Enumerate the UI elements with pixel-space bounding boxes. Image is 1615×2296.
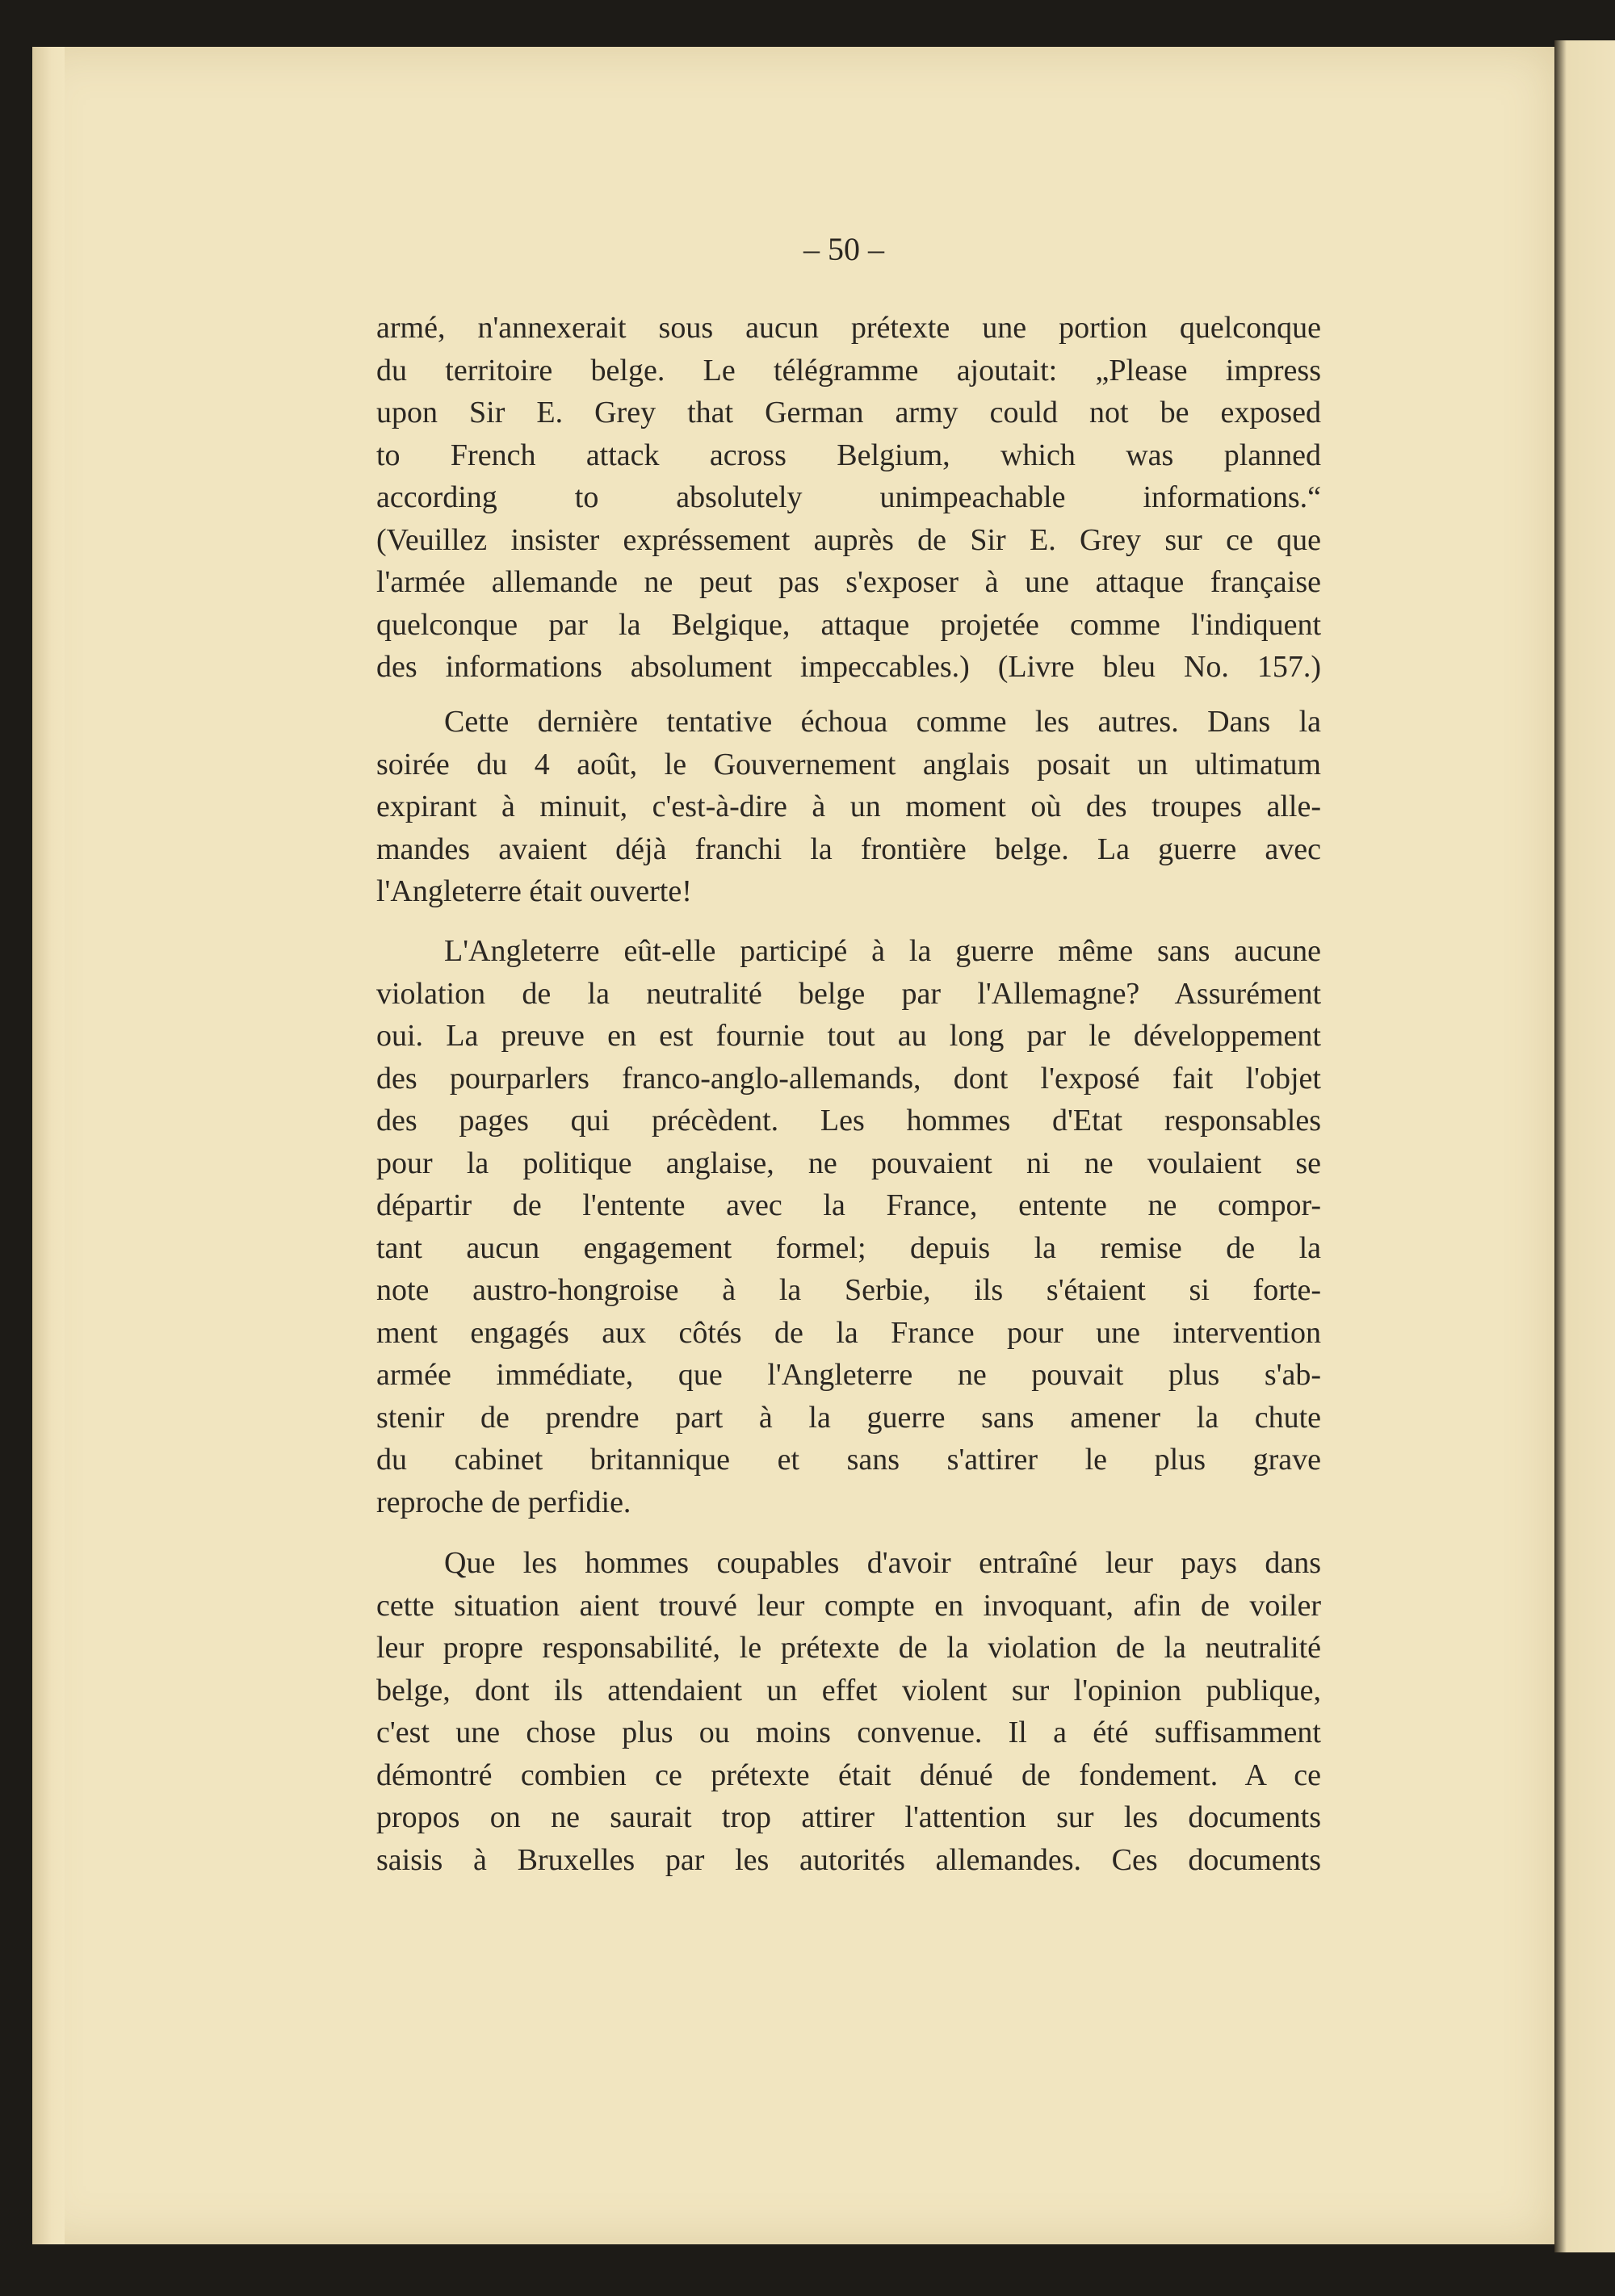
text-line: leur propre responsabilité, le prétexte de la violation de la neutralité xyxy=(376,1631,1321,1665)
text-line: armé, n'annexerait sous aucun prétexte une portion quelconque xyxy=(376,311,1321,345)
text-line: propos on ne saurait trop attirer l'attention sur les documents xyxy=(376,1800,1321,1834)
text-line: des informations absolument impeccables.) (Livre bleu No. 157.) xyxy=(376,650,1321,684)
text-line: expirant à minuit, c'est-à-dire à un moment où des troupes alle- xyxy=(376,790,1321,823)
text-line: armée immédiate, que l'Angleterre ne pouvait plus s'ab- xyxy=(376,1358,1321,1392)
text-line: des pourparlers franco-anglo-allemands, dont l'exposé fait l'objet xyxy=(376,1061,1321,1096)
text-line: Cette dernière tentative échoua comme les autres. Dans la xyxy=(444,705,1321,739)
text-line: du territoire belge. Le télégramme ajoutait: „Please impress xyxy=(376,353,1321,388)
adjacent-page-edge xyxy=(1554,40,1615,2252)
text-line: tant aucun engagement formel; depuis la remise de la xyxy=(376,1230,1321,1265)
text-line: to French attack across Belgium, which was planned xyxy=(376,438,1321,472)
text-line: violation de la neutralité belge par l'Allemagne? Assurément xyxy=(376,976,1321,1011)
text-line: des pages qui précèdent. Les hommes d'Etat responsables xyxy=(376,1104,1321,1138)
text-line: mandes avaient déjà franchi la frontière belge. La guerre avec xyxy=(376,832,1321,866)
text-line: belge, dont ils attendaient un effet violent sur l'opinion publique, xyxy=(376,1673,1321,1707)
page-number: – 50 – xyxy=(803,231,884,267)
text-line: du cabinet britannique et sans s'attirer le plus grave xyxy=(376,1443,1321,1477)
text-line: l'Angleterre était ouverte! xyxy=(376,874,692,908)
text-line: (Veuillez insister expréssement auprès de Sir E. Grey sur ce que xyxy=(376,522,1321,557)
text-line: ment engagés aux côtés de la France pour une intervention xyxy=(376,1315,1321,1350)
text-line: note austro-hongroise à la Serbie, ils s'étaient si forte- xyxy=(376,1273,1321,1307)
paragraph-2 xyxy=(376,701,1321,913)
text-line: Que les hommes coupables d'avoir entraîné leur pays dans xyxy=(444,1546,1321,1580)
text-line: upon Sir E. Grey that German army could not be exposed xyxy=(376,396,1321,429)
paragraph-4 xyxy=(376,1542,1321,1881)
text-line: saisis à Bruxelles par les autorités allemandes. Ces documents xyxy=(376,1842,1321,1877)
text-line: reproche de perfidie. xyxy=(376,1485,631,1519)
text-line: stenir de prendre part à la guerre sans amener la chute xyxy=(376,1400,1321,1435)
text-line: départir de l'entente avec la France, entente ne compor- xyxy=(376,1188,1321,1222)
text-line: pour la politique anglaise, ne pouvaient ni ne voulaient se xyxy=(376,1146,1321,1180)
text-line: L'Angleterre eût-elle participé à la guerre même sans aucune xyxy=(444,934,1321,968)
text-line: démontré combien ce prétexte était dénué de fondement. A ce xyxy=(376,1758,1321,1792)
paragraph-1 xyxy=(376,307,1321,689)
text-line: according to absolutely unimpeachable informations.“ xyxy=(376,480,1321,514)
page-gutter xyxy=(32,47,65,2244)
paragraph-3 xyxy=(376,930,1321,1523)
text-line: quelconque par la Belgique, attaque projetée comme l'indiquent xyxy=(376,607,1321,642)
text-line: soirée du 4 août, le Gouvernement anglais posait un ultimatum xyxy=(376,747,1321,781)
text-line: cette situation aient trouvé leur compte en invoquant, afin de voiler xyxy=(376,1588,1321,1623)
text-line: oui. La preuve en est fournie tout au long par le développement xyxy=(376,1019,1321,1053)
text-line: c'est une chose plus ou moins convenue. Il a été suffisamment xyxy=(376,1716,1321,1749)
text-line: l'armée allemande ne peut pas s'exposer à une attaque française xyxy=(376,565,1321,599)
